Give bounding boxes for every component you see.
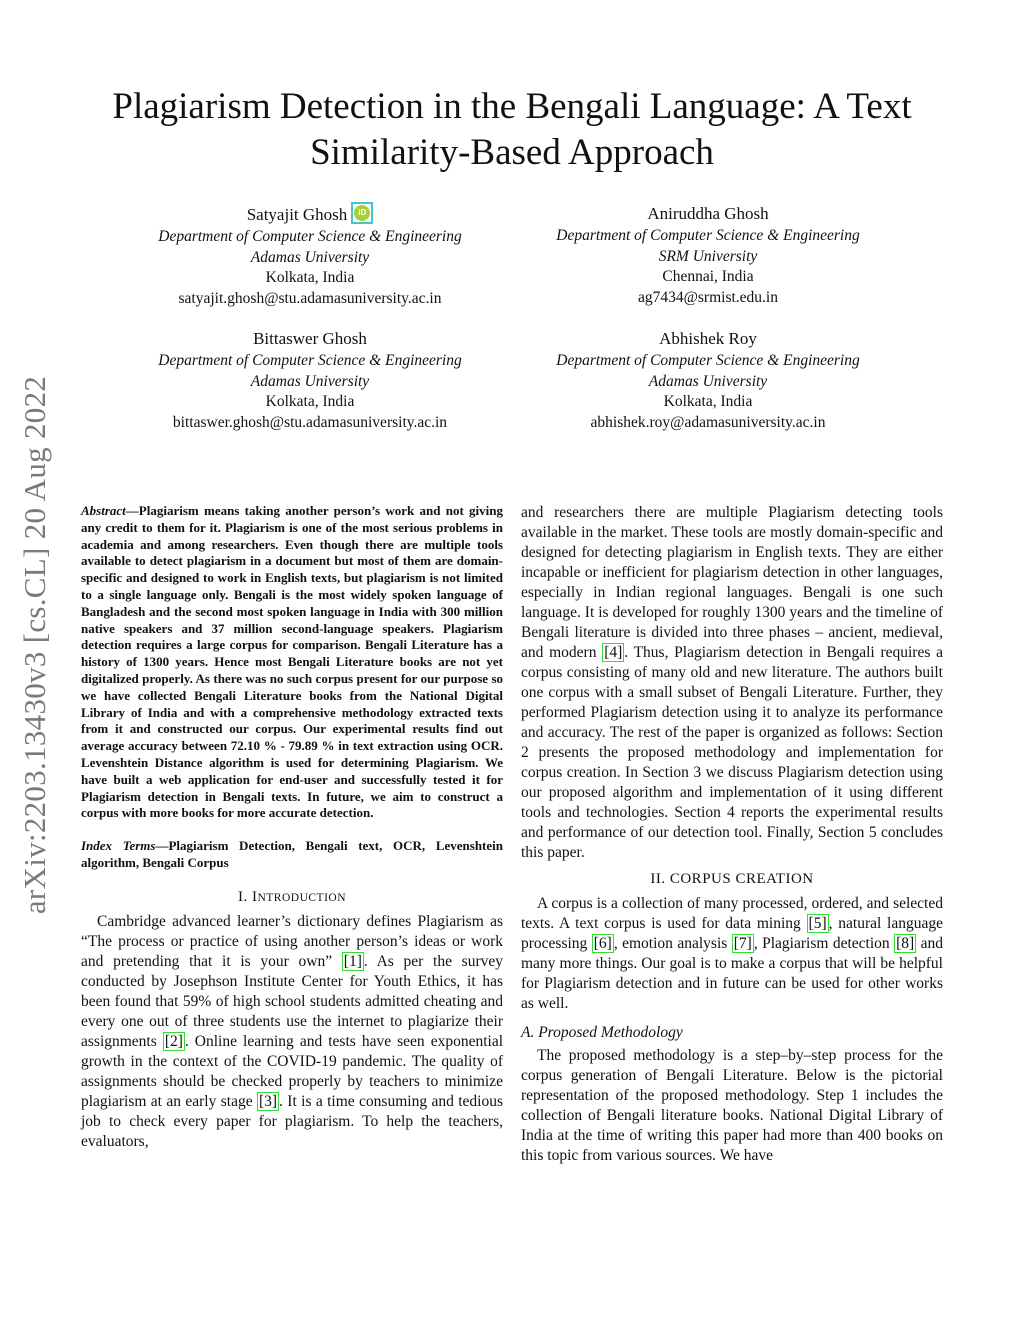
text-run: A corpus is a collection of many processed, ordered, and selected texts. A text corpus is used for data mining — [521, 895, 943, 932]
author-university: Adamas University — [648, 372, 768, 390]
abstract-text: —Plagiarism means taking another person’s work and not giving any credit to them for it. Plagiarism is one of the most serious problems in academia and among researchers. Even though there are multiple tools available to detect plagiarism in a document but most of them are domain-specific and designed to work in English texts, but plagiarism is not limited to a single language only. Bengali is the most widely spoken language of Bangladesh and the second most spoken language in India with 300 million native speakers and 37 million second-language speakers. Plagiarism detection requires a large corpus for comparison. Bengali Literature has a history of 1300 years. Hence most Bengali Literature books are not yet digitalized properly. As there was no such corpus present for our purpose so we have collected Bengali Literature books from the National Digital Library of India and with a comprehensive methodology extracted texts from it and constructed our corpus. Our experimental results find out average accuracy between 72.10 % - 79.89 % in text extraction using OCR. Levenshtein Distance algorithm is used for determining Plagiarism. We have built a web application for end-user and successfully tested it for Plagiarism detection in Bengali texts. In future, we aim to construct a corpus with more books for more accurate detection. — [81, 503, 503, 821]
author-university: Adamas University — [250, 372, 370, 390]
methodology-paragraph: The proposed methodology is a step–by–step process for the corpus generation of Bengali Literature. Below is the pictorial representation of the proposed methodology. Step 1 includes the collection of Bengali literature books. National Digital Library of India at the time of writing this paper had more than 400 books on this topic from various sources. We have — [521, 1047, 943, 1164]
author-university: Adamas University — [250, 248, 370, 266]
right-column — [521, 503, 943, 1166]
author-email: bittaswer.ghosh@stu.adamasuniversity.ac.in — [172, 413, 448, 431]
abstract — [81, 503, 503, 822]
section-title-rest: NTRODUCTION — [257, 891, 347, 904]
author-university: SRM University — [658, 247, 758, 265]
index-terms-label: Index Terms — [81, 838, 156, 854]
author-email: ag7434@srmist.edu.in — [638, 288, 778, 306]
paper-title: Plagiarism Detection in the Bengali Language: A Text Similarity-Based Approach — [112, 86, 912, 173]
intro-paragraph — [81, 912, 503, 1152]
citation-link[interactable]: [3] — [258, 1092, 278, 1110]
corpus-paragraph — [521, 894, 943, 1014]
section-title-initial: I — [251, 888, 258, 905]
author-department: Department of Computer Science & Engineering — [556, 352, 860, 369]
text-run: . It is a time consuming and tedious job to check every paper for plagiarism. To help the teachers, evaluators, — [81, 1092, 503, 1150]
citation-link[interactable]: [2] — [164, 1032, 183, 1050]
section-heading-corpus-creation: II. CORPUS CREATION — [650, 871, 814, 887]
text-run: and many more things. Our goal is to make a corpus that will be helpful for Plagiarism detection and in future can be used for other works as well. — [521, 935, 944, 1012]
citation-link[interactable]: [7] — [733, 935, 752, 952]
citation-link[interactable]: [4] — [604, 644, 623, 661]
author-name: Satyajit Ghosh — [246, 205, 348, 225]
citation-link[interactable]: [6] — [593, 935, 612, 952]
text-run: , Plagiarism detection — [753, 935, 895, 952]
author-name-row — [100, 203, 520, 226]
author-name: Abhishek Roy — [659, 329, 757, 348]
author-name: Bittaswer Ghosh — [253, 329, 367, 348]
author-email: satyajit.ghosh@stu.adamasuniversity.ac.in — [178, 289, 442, 307]
orcid-label: iD — [354, 205, 370, 221]
author-city: Kolkata, India — [265, 393, 355, 410]
author-block-3 — [100, 328, 520, 433]
section-heading-introduction — [81, 887, 503, 908]
text-run: . Thus, Plagiarism detection in Bengali requires a corpus consisting of many old and new literature. The authors built one corpus with a small subset of Bengali Literature. Further, they performed Plagiarism detection using it to analyze its performance and accuracy. The rest of the paper is organized as follows: Section 2 presents the proposed methodology and implementation for corpus creation. In Section 3 we discuss Plagiarism detection using our proposed algorithm and implementation of it using different tools and technologies. Section 4 reports the experimental results and performance of our detection tool. Finally, Section 5 concludes this paper. — [521, 644, 943, 861]
author-city: Kolkata, India — [663, 393, 753, 410]
text-run: . As per the survey conducted by Josephson Institute Center for Youth Ethics, it has been found that 59% of high school students admitted cheating and every one out of three students use the internet to plagiarize their assignments — [81, 952, 504, 1050]
text-run: and researchers there are multiple Plagiarism detecting tools available in the market. These tools are mostly domain-specific and designed for detecting plagiarism in English texts. They are either incapable or inefficient for plagiarism detection in other languages, especially in Indian regional languages. Bengali is one such language. It is developed for roughly 1300 years and the timeline of Bengali literature is divided into three phases – ancient, medieval, and modern — [521, 504, 943, 661]
intro-continued-paragraph — [521, 503, 943, 863]
subsection-heading-proposed-methodology: A. Proposed Methodology — [521, 1024, 683, 1041]
section-number: I. — [237, 888, 252, 905]
arxiv-sidebar — [2, 350, 68, 940]
author-email: abhishek.roy@adamasuniversity.ac.in — [590, 413, 826, 431]
index-terms — [81, 838, 503, 872]
author-block-2 — [498, 203, 918, 308]
citation-link[interactable]: [1] — [343, 952, 362, 970]
author-city: Chennai, India — [662, 268, 754, 285]
author-department: Department of Computer Science & Engineering — [158, 352, 462, 369]
citation-link[interactable]: [5] — [808, 915, 827, 932]
author-block-4 — [498, 328, 918, 433]
citation-link[interactable]: [8] — [896, 935, 915, 952]
text-run: , emotion analysis — [613, 935, 732, 952]
author-name: Aniruddha Ghosh — [647, 204, 769, 223]
author-block-1 — [100, 203, 520, 309]
arxiv-id: arXiv:2203.13430v3 [cs.CL] 20 Aug 2022 — [17, 375, 53, 915]
index-terms-text: —Plagiarism Detection, Bengali text, OCR, Levenshtein algorithm, Bengali Corpus — [81, 838, 504, 870]
text-run: , natural language processing — [521, 915, 943, 952]
author-department: Department of Computer Science & Engineering — [158, 228, 462, 246]
text-run: Cambridge advanced learner’s dictionary defines Plagiarism as “The process or practice of using another person’s ideas or work and pretending that it is your own” — [81, 912, 503, 970]
left-column — [81, 503, 503, 1152]
author-department: Department of Computer Science & Engineering — [556, 227, 860, 244]
orcid-icon[interactable] — [351, 202, 373, 224]
author-city: Kolkata, India — [265, 269, 355, 287]
abstract-label: Abstract — [81, 503, 126, 518]
text-run: . Online learning and tests have seen exponential growth in the context of the COVID-19 pandemic. The quality of assignments should be checked properly by teachers to minimize plagiarism at an early stage — [81, 1032, 503, 1110]
